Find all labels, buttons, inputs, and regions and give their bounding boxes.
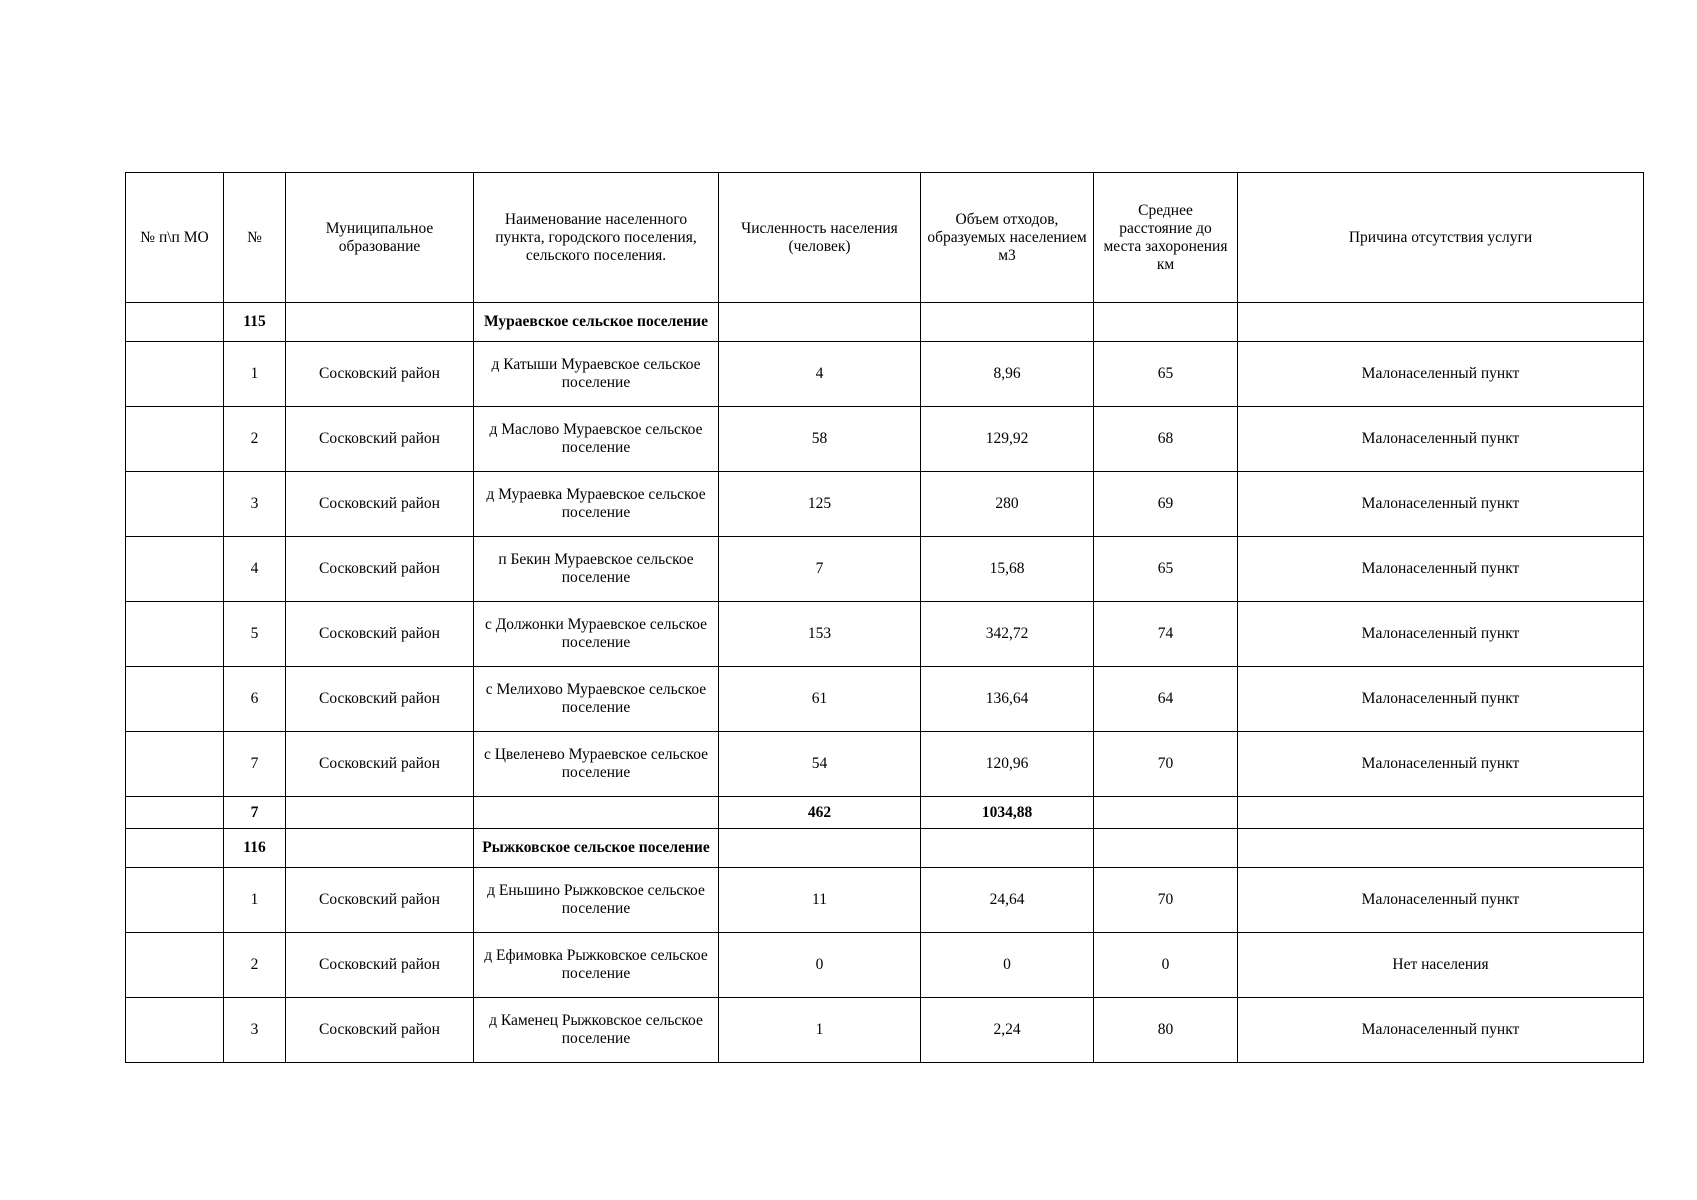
group-row <box>126 303 1644 342</box>
waste-volume-cell <box>921 303 1094 342</box>
mo-index-cell <box>126 537 224 602</box>
avg-distance-cell: 64 <box>1094 667 1238 732</box>
header-index: № <box>224 173 286 303</box>
header-mo-index: № п\п МО <box>126 173 224 303</box>
header-population: Численность населения (человек) <box>719 173 921 303</box>
population-cell: 4 <box>719 342 921 407</box>
municipality-cell: Сосковский район <box>286 998 474 1063</box>
population-cell <box>719 829 921 868</box>
population-cell: 7 <box>719 537 921 602</box>
group-row <box>126 829 1644 868</box>
reason-cell: Малонаселенный пункт <box>1238 407 1644 472</box>
population-cell: 11 <box>719 868 921 933</box>
table-body <box>126 303 1644 1063</box>
table-row <box>126 407 1644 472</box>
header-reason: Причина отсутствия услуги <box>1238 173 1644 303</box>
population-cell: 0 <box>719 933 921 998</box>
settlement-name-cell: Рыжковское сельское поселение <box>474 829 719 868</box>
municipality-cell: Сосковский район <box>286 472 474 537</box>
settlement-name-cell: п Бекин Мураевское сельское поселение <box>474 537 719 602</box>
avg-distance-cell: 80 <box>1094 998 1238 1063</box>
table-row <box>126 342 1644 407</box>
settlement-name-cell: д Ефимовка Рыжковское сельское поселение <box>474 933 719 998</box>
index-cell: 2 <box>224 933 286 998</box>
index-cell: 3 <box>224 998 286 1063</box>
total-row <box>126 797 1644 829</box>
avg-distance-cell: 68 <box>1094 407 1238 472</box>
settlement-name-cell: с Должонки Мураевское сельское поселение <box>474 602 719 667</box>
index-cell: 1 <box>224 868 286 933</box>
reason-cell: Малонаселенный пункт <box>1238 602 1644 667</box>
municipality-cell: Сосковский район <box>286 732 474 797</box>
population-cell: 54 <box>719 732 921 797</box>
municipality-cell: Сосковский район <box>286 868 474 933</box>
table-row <box>126 472 1644 537</box>
municipality-cell: Сосковский район <box>286 342 474 407</box>
index-cell: 7 <box>224 732 286 797</box>
avg-distance-cell: 65 <box>1094 342 1238 407</box>
municipality-cell <box>286 303 474 342</box>
mo-index-cell <box>126 407 224 472</box>
avg-distance-cell <box>1094 303 1238 342</box>
population-cell: 1 <box>719 998 921 1063</box>
municipality-cell: Сосковский район <box>286 407 474 472</box>
reason-cell: Малонаселенный пункт <box>1238 342 1644 407</box>
population-cell: 462 <box>719 797 921 829</box>
settlement-name-cell: д Еньшино Рыжковское сельское поселение <box>474 868 719 933</box>
header-waste-volume: Объем отходов, образуемых населением м3 <box>921 173 1094 303</box>
mo-index-cell <box>126 303 224 342</box>
mo-index-cell <box>126 732 224 797</box>
waste-volume-cell: 342,72 <box>921 602 1094 667</box>
municipality-cell: Сосковский район <box>286 602 474 667</box>
avg-distance-cell: 74 <box>1094 602 1238 667</box>
settlement-name-cell: с Мелихово Мураевское сельское поселение <box>474 667 719 732</box>
settlement-name-cell: д Мураевка Мураевское сельское поселение <box>474 472 719 537</box>
reason-cell: Малонаселенный пункт <box>1238 732 1644 797</box>
waste-volume-cell: 120,96 <box>921 732 1094 797</box>
population-cell <box>719 303 921 342</box>
header-municipality: Муниципальное образование <box>286 173 474 303</box>
mo-index-cell <box>126 933 224 998</box>
settlement-name-cell <box>474 797 719 829</box>
avg-distance-cell: 65 <box>1094 537 1238 602</box>
population-cell: 58 <box>719 407 921 472</box>
municipality-cell: Сосковский район <box>286 933 474 998</box>
mo-index-cell <box>126 667 224 732</box>
population-cell: 61 <box>719 667 921 732</box>
reason-cell: Малонаселенный пункт <box>1238 537 1644 602</box>
settlement-name-cell: с Цвеленево Мураевское сельское поселение <box>474 732 719 797</box>
table-row <box>126 933 1644 998</box>
mo-index-cell <box>126 998 224 1063</box>
reason-cell <box>1238 303 1644 342</box>
table-row <box>126 998 1644 1063</box>
waste-volume-cell: 24,64 <box>921 868 1094 933</box>
settlement-name-cell: д Катыши Мураевское сельское поселение <box>474 342 719 407</box>
index-cell: 116 <box>224 829 286 868</box>
waste-volume-cell: 2,24 <box>921 998 1094 1063</box>
mo-index-cell <box>126 797 224 829</box>
population-cell: 125 <box>719 472 921 537</box>
waste-volume-cell: 0 <box>921 933 1094 998</box>
municipality-cell <box>286 829 474 868</box>
table-row <box>126 537 1644 602</box>
waste-volume-cell: 136,64 <box>921 667 1094 732</box>
mo-index-cell <box>126 342 224 407</box>
settlement-name-cell: д Каменец Рыжковское сельское поселение <box>474 998 719 1063</box>
index-cell: 3 <box>224 472 286 537</box>
reason-cell <box>1238 829 1644 868</box>
settlement-name-cell: Мураевское сельское поселение <box>474 303 719 342</box>
mo-index-cell <box>126 602 224 667</box>
waste-volume-cell: 1034,88 <box>921 797 1094 829</box>
reason-cell: Малонаселенный пункт <box>1238 472 1644 537</box>
index-cell: 2 <box>224 407 286 472</box>
reason-cell: Малонаселенный пункт <box>1238 998 1644 1063</box>
population-cell: 153 <box>719 602 921 667</box>
mo-index-cell <box>126 868 224 933</box>
waste-volume-cell: 15,68 <box>921 537 1094 602</box>
avg-distance-cell <box>1094 829 1238 868</box>
municipality-cell: Сосковский район <box>286 537 474 602</box>
settlements-table <box>125 172 1644 1063</box>
index-cell: 7 <box>224 797 286 829</box>
index-cell: 115 <box>224 303 286 342</box>
waste-volume-cell <box>921 829 1094 868</box>
avg-distance-cell: 0 <box>1094 933 1238 998</box>
index-cell: 6 <box>224 667 286 732</box>
table-row <box>126 732 1644 797</box>
avg-distance-cell: 70 <box>1094 868 1238 933</box>
reason-cell: Нет населения <box>1238 933 1644 998</box>
waste-volume-cell: 280 <box>921 472 1094 537</box>
municipality-cell <box>286 797 474 829</box>
reason-cell <box>1238 797 1644 829</box>
index-cell: 5 <box>224 602 286 667</box>
avg-distance-cell: 70 <box>1094 732 1238 797</box>
table-row <box>126 667 1644 732</box>
municipality-cell: Сосковский район <box>286 667 474 732</box>
table-row <box>126 602 1644 667</box>
header-settlement-name: Наименование населенного пункта, городского поселения, сельского поселения. <box>474 173 719 303</box>
header-avg-distance: Среднее расстояние до места захоронения км <box>1094 173 1238 303</box>
avg-distance-cell: 69 <box>1094 472 1238 537</box>
index-cell: 1 <box>224 342 286 407</box>
reason-cell: Малонаселенный пункт <box>1238 667 1644 732</box>
table-header-row <box>126 173 1644 303</box>
mo-index-cell <box>126 472 224 537</box>
waste-volume-cell: 8,96 <box>921 342 1094 407</box>
settlement-name-cell: д Маслово Мураевское сельское поселение <box>474 407 719 472</box>
reason-cell: Малонаселенный пункт <box>1238 868 1644 933</box>
avg-distance-cell <box>1094 797 1238 829</box>
mo-index-cell <box>126 829 224 868</box>
index-cell: 4 <box>224 537 286 602</box>
waste-volume-cell: 129,92 <box>921 407 1094 472</box>
table-row <box>126 868 1644 933</box>
